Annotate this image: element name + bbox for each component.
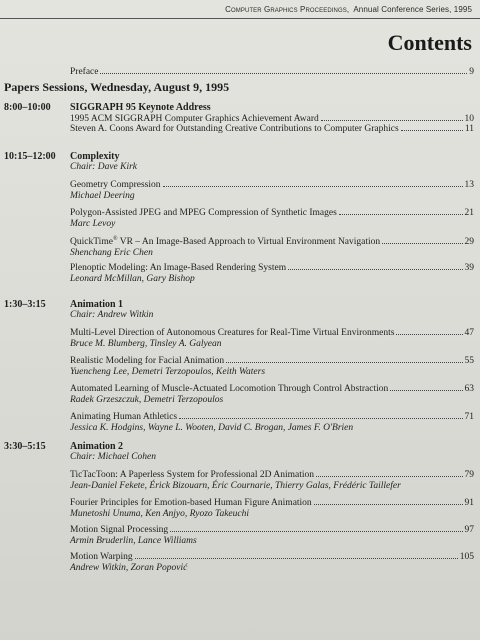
entry-authors: Radek Grzeszczuk, Demetri Terzopoulos bbox=[70, 395, 224, 405]
entry-title: Geometry Compression bbox=[70, 180, 161, 190]
page-number: 97 bbox=[464, 525, 474, 535]
entry-title: Motion Signal Processing bbox=[70, 525, 169, 535]
leader-dots bbox=[226, 355, 462, 363]
toc-entry bbox=[70, 497, 474, 519]
session-title: Animation 1 bbox=[70, 299, 124, 310]
toc-entry bbox=[70, 411, 474, 433]
toc-entry bbox=[70, 524, 474, 546]
toc-entry bbox=[70, 551, 474, 573]
entry-title: Plenoptic Modeling: An Image-Based Rendering System bbox=[70, 263, 287, 273]
toc-entry bbox=[70, 469, 474, 491]
running-header bbox=[0, 0, 480, 20]
header-series: Annual Conference Series, 1995 bbox=[353, 5, 472, 14]
page-number: 39 bbox=[464, 263, 474, 273]
leader-dots bbox=[170, 524, 462, 532]
session-time: 10:15–12:00 bbox=[4, 151, 56, 162]
leader-dots bbox=[321, 113, 463, 121]
page-number: 91 bbox=[464, 498, 474, 508]
page-number: 55 bbox=[464, 356, 474, 366]
toc-entry bbox=[70, 383, 474, 405]
entry-authors: Andrew Witkin, Zoran Popović bbox=[70, 563, 188, 573]
entry-authors: Jean-Daniel Fekete, Érick Bizouarn, Éric Cournarie, Thierry Galas, Frédéric Taillefer bbox=[70, 481, 401, 491]
preface-entry bbox=[70, 66, 474, 78]
page-number: 105 bbox=[459, 552, 474, 562]
entry-authors: Bruce M. Blumberg, Tinsley A. Galyean bbox=[70, 339, 222, 349]
entry-title: 1995 ACM SIGGRAPH Computer Graphics Achievement Award bbox=[70, 114, 319, 124]
entry-title: Motion Warping bbox=[70, 552, 133, 562]
entry-authors: Marc Levoy bbox=[70, 219, 116, 229]
leader-dots bbox=[314, 497, 463, 505]
session-chair: Chair: Andrew Witkin bbox=[70, 310, 154, 320]
leader-dots bbox=[401, 123, 463, 131]
leader-dots bbox=[316, 469, 463, 477]
toc-entry bbox=[70, 179, 474, 201]
entry-title: Steven A. Coons Award for Outstanding Creative Contributions to Computer Graphics bbox=[70, 124, 399, 134]
page-number: 79 bbox=[464, 470, 474, 480]
session-chair: Chair: Michael Cohen bbox=[70, 452, 157, 462]
page-number: 29 bbox=[464, 237, 474, 248]
leader-dots bbox=[339, 207, 463, 215]
toc-entry bbox=[70, 234, 474, 258]
toc-entry bbox=[70, 207, 474, 229]
session-time: 8:00–10:00 bbox=[4, 102, 51, 113]
page-title: Contents bbox=[387, 30, 472, 55]
entry-title: Multi-Level Direction of Autonomous Creatures for Real-Time Virtual Environments bbox=[70, 328, 395, 338]
toc-entry bbox=[70, 355, 474, 377]
session-title: SIGGRAPH 95 Keynote Address bbox=[70, 102, 211, 113]
entry-authors: Michael Deering bbox=[70, 191, 135, 201]
entry-authors: Munetoshi Unuma, Ken Anjyo, Ryozo Takeuchi bbox=[70, 509, 249, 519]
session-time: 1:30–3:15 bbox=[4, 299, 46, 310]
entry-title: QuickTime® VR – An Image-Based Approach to Virtual Environment Navigation bbox=[70, 236, 381, 248]
entry-authors: Armin Bruderlin, Lance Williams bbox=[70, 536, 197, 546]
header-rule bbox=[0, 18, 480, 19]
toc-entry bbox=[70, 327, 474, 349]
entry-authors: Jessica K. Hodgins, Wayne L. Wooten, David C. Brogan, James F. O'Brien bbox=[70, 423, 354, 433]
page-number: 47 bbox=[464, 328, 474, 338]
entry-authors: Yuencheng Lee, Demetri Terzopoulos, Keith Waters bbox=[70, 367, 266, 377]
page-number: 13 bbox=[464, 180, 474, 190]
page-number: 63 bbox=[464, 384, 474, 394]
leader-dots bbox=[135, 551, 458, 559]
entry-title: Realistic Modeling for Facial Animation bbox=[70, 356, 225, 366]
leader-dots bbox=[163, 179, 463, 187]
page-number: 21 bbox=[464, 208, 474, 218]
page-number: 71 bbox=[464, 412, 474, 422]
leader-dots bbox=[179, 411, 462, 419]
leader-dots bbox=[396, 327, 462, 335]
page-number: 11 bbox=[464, 124, 474, 134]
leader-dots bbox=[390, 383, 462, 391]
session-title: Animation 2 bbox=[70, 441, 124, 452]
toc-entry bbox=[70, 123, 474, 135]
leader-dots bbox=[288, 262, 462, 270]
entry-authors: Shenchang Eric Chen bbox=[70, 248, 153, 259]
section-heading: Papers Sessions, Wednesday, August 9, 1995 bbox=[4, 80, 230, 94]
session-chair: Chair: Dave Kirk bbox=[70, 162, 138, 172]
entry-title: Polygon-Assisted JPEG and MPEG Compression of Synthetic Images bbox=[70, 208, 337, 218]
entry-authors: Leonard McMillan, Gary Bishop bbox=[70, 274, 195, 284]
leader-dots bbox=[382, 236, 462, 244]
page-number: 9 bbox=[469, 67, 474, 77]
session-title: Complexity bbox=[70, 151, 120, 162]
entry-title: Fourier Principles for Emotion-based Human Figure Animation bbox=[70, 498, 312, 508]
entry-title: Animating Human Athletics bbox=[70, 412, 178, 422]
header-publication: Computer Graphics Proceedings, bbox=[225, 5, 350, 14]
leader-dots bbox=[100, 66, 467, 74]
page-number: 10 bbox=[464, 114, 474, 124]
toc-entry bbox=[70, 262, 474, 284]
session-time: 3:30–5:15 bbox=[4, 441, 46, 452]
entry-title: TicTacToon: A Paperless System for Professional 2D Animation bbox=[70, 470, 314, 480]
header-text bbox=[225, 5, 472, 14]
preface-label: Preface bbox=[70, 67, 99, 77]
entry-title: Automated Learning of Muscle-Actuated Locomotion Through Control Abstraction bbox=[70, 384, 389, 394]
